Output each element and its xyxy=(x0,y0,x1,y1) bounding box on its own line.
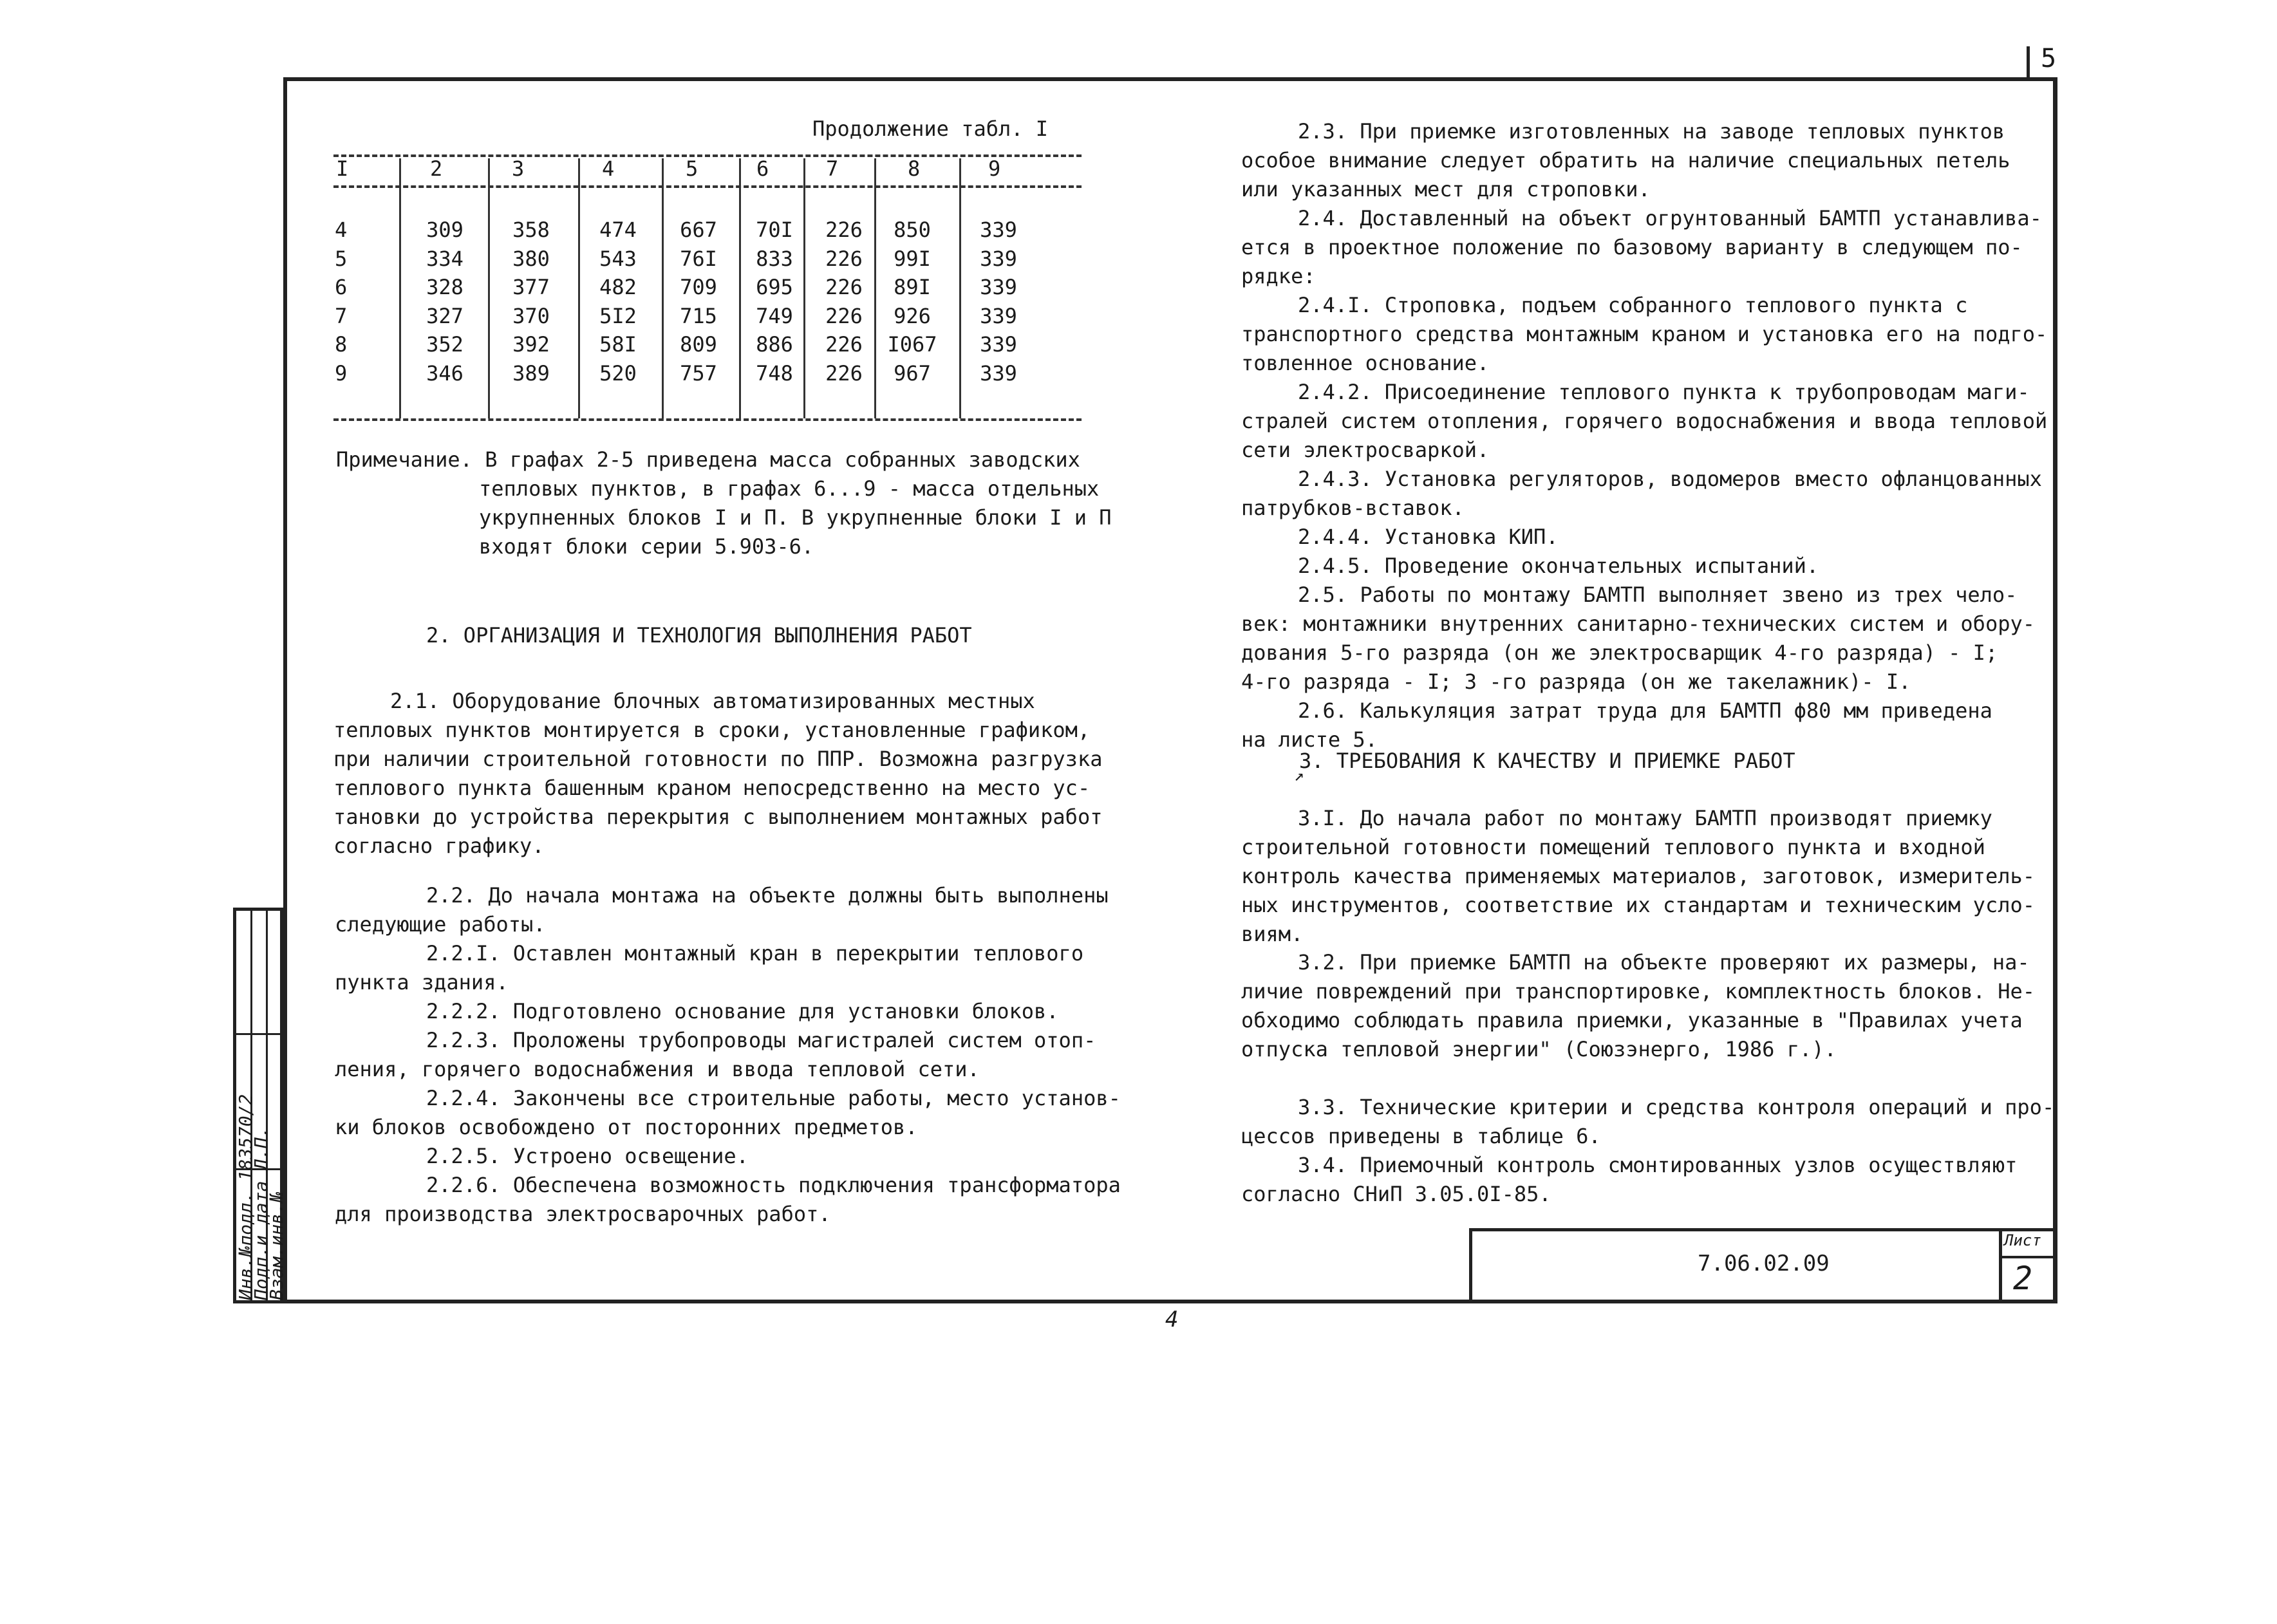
table-cell: 543 xyxy=(599,246,637,271)
text-line: 2.2.2. Подготовлено основание для установки блоков. xyxy=(426,999,1059,1023)
table-cell: 226 xyxy=(825,332,863,357)
text-line: 2.2.I. Оставлен монтажный кран в перекрытии теплового xyxy=(426,941,1084,966)
title-block xyxy=(1469,1228,2054,1303)
table-cell: 850 xyxy=(894,218,931,242)
text-line: ных инструментов, соответствие их стандартам и техническим усло- xyxy=(1241,893,2035,917)
table-cell: 9 xyxy=(335,360,348,386)
table-cell: 309 xyxy=(426,218,464,242)
text-line: теплового пункта башенным краном непосредственно на место ус- xyxy=(333,776,1091,800)
table-cell: 749 xyxy=(756,303,793,328)
text-line: укрупненных блоков I и П. В укрупненные блоки I и П xyxy=(479,505,1112,530)
text-line: дования 5-го разряда (он же электросварщик 4-го разряда) - I; xyxy=(1241,640,1998,665)
table-cell: 339 xyxy=(980,332,1017,357)
table-cell: 377 xyxy=(512,275,550,299)
text-line: тепловых пунктов, в графах 6...9 - масса отдельных xyxy=(479,476,1100,501)
table-cell: 709 xyxy=(680,275,717,299)
table-header-cell: 6 xyxy=(756,156,769,181)
text-line: 2.4.4. Установка КИП. xyxy=(1298,525,1559,549)
text-line: контроль качества применяемых материалов, заготовок, измеритель- xyxy=(1241,864,2035,888)
table-cell: 520 xyxy=(599,360,637,386)
text-line: согласно графику. xyxy=(333,834,545,858)
table-cell: 58I xyxy=(599,332,637,357)
table-cell: 339 xyxy=(980,246,1017,271)
table-cell: 926 xyxy=(894,303,931,328)
text-line: для производства электросварочных работ. xyxy=(335,1202,831,1226)
table-cell: 5 xyxy=(335,246,348,271)
table-cell: 695 xyxy=(756,275,793,299)
text-line: 3.I. До начала работ по монтажу БАМТП производят приемку xyxy=(1298,806,1992,830)
text-line: патрубков-вставок. xyxy=(1241,496,1465,520)
text-line: сети электросваркой. xyxy=(1241,438,1490,462)
table-cell: 474 xyxy=(599,218,637,242)
table-header-cell: 7 xyxy=(826,156,839,181)
text-line: следующие работы. xyxy=(335,912,546,937)
table-cell: 370 xyxy=(512,303,550,328)
table-cell: 339 xyxy=(980,218,1017,242)
text-line: обходимо соблюдать правила приемки, указанные в "Правилах учета xyxy=(1241,1008,2023,1032)
text-line: 2.2. До начала монтажа на объекте должны быть выполнены xyxy=(426,883,1109,908)
table-column-line xyxy=(488,158,490,418)
text-line: рядке: xyxy=(1241,264,1316,288)
text-line: тепловых пунктов монтируется в сроки, установленные графиком, xyxy=(333,718,1091,742)
table-cell: 89I xyxy=(894,275,931,299)
text-line: ется в проектное положение по базовому варианту в следующем по- xyxy=(1241,235,2023,259)
text-line: товленное основание. xyxy=(1241,351,1490,375)
page-number: 4 xyxy=(1165,1307,1179,1332)
table-rule-header xyxy=(333,185,1082,188)
table-cell: 757 xyxy=(680,360,717,386)
table-rule-bottom xyxy=(333,418,1082,421)
table-header-cell: 2 xyxy=(430,156,443,181)
table-cell: 748 xyxy=(756,360,793,386)
table-cell: 8 xyxy=(335,332,348,357)
table-cell: 226 xyxy=(825,275,863,299)
text-line: 2.2.3. Проложены трубопроводы магистралей систем отоп- xyxy=(426,1028,1096,1052)
table-cell: 327 xyxy=(426,303,464,328)
section-2-title: 2. ОРГАНИЗАЦИЯ И ТЕХНОЛОГИЯ ВЫПОЛНЕНИЯ РАБОТ xyxy=(426,623,972,648)
table-column-line xyxy=(959,158,961,418)
text-line: ки блоков освобождено от посторонних предметов. xyxy=(335,1115,918,1139)
table-cell: 334 xyxy=(426,246,464,271)
table-cell: 339 xyxy=(980,360,1017,386)
text-line: 2.2.5. Устроено освещение. xyxy=(426,1144,749,1168)
table-caption: Продолжение табл. I xyxy=(812,117,1049,141)
text-line: 3.2. При приемке БАМТП на объекте проверяют их размеры, на- xyxy=(1298,950,2030,975)
text-line: входят блоки серии 5.903-6. xyxy=(479,534,814,559)
text-line: 2.3. При приемке изготовленных на заводе тепловых пунктов xyxy=(1298,119,2005,144)
text-line: 3.3. Технические критерии и средства контроля операций и про- xyxy=(1298,1095,2055,1119)
table-cell: 226 xyxy=(825,246,863,271)
text-line: транспортного средства монтажным краном и установка его на подго- xyxy=(1241,322,2048,346)
table-cell: 358 xyxy=(512,218,550,242)
text-line: 2.2.4. Закончены все строительные работы, место установ- xyxy=(426,1086,1121,1110)
table-cell: 482 xyxy=(599,275,637,299)
pen-mark: ↗ xyxy=(1294,766,1304,785)
table-column-line xyxy=(578,158,580,418)
corner-mark xyxy=(2027,46,2030,80)
table-cell: 5I2 xyxy=(599,303,637,328)
table-cell: 380 xyxy=(512,246,550,271)
text-line: тановки до устройства перекрытия с выполнением монтажных работ xyxy=(333,805,1103,829)
table-cell: I067 xyxy=(887,332,937,357)
table-cell: 226 xyxy=(825,303,863,328)
table-rule-top xyxy=(333,154,1082,157)
text-line: на листе 5. xyxy=(1241,727,1378,752)
table-cell: 328 xyxy=(426,275,464,299)
text-line: особое внимание следует обратить на наличие специальных петель xyxy=(1241,148,2010,173)
table-column-line xyxy=(399,158,401,418)
table-cell: 7 xyxy=(335,303,348,328)
text-line: цессов приведены в таблице 6. xyxy=(1241,1124,1601,1148)
table-header-cell: 8 xyxy=(908,156,921,181)
text-line: или указанных мест для строповки. xyxy=(1241,177,1651,201)
table-cell: 389 xyxy=(512,360,550,386)
side-stamp xyxy=(233,908,287,1303)
text-line: Примечание. В графах 2-5 приведена масса собранных заводских xyxy=(336,447,1080,472)
table-header-cell: 3 xyxy=(512,156,525,181)
section-3-title: 3. ТРЕБОВАНИЯ К КАЧЕСТВУ И ПРИЕМКЕ РАБОТ xyxy=(1299,749,1795,773)
text-line: ления, горячего водоснабжения и ввода тепловой сети. xyxy=(335,1057,980,1081)
text-line: 2.2.6. Обеспечена возможность подключения трансформатора xyxy=(426,1173,1121,1197)
table-cell: 339 xyxy=(980,275,1017,299)
text-line: виям. xyxy=(1241,922,1304,946)
table-cell: 886 xyxy=(756,332,793,357)
table-cell: 809 xyxy=(680,332,717,357)
table-cell: 833 xyxy=(756,246,793,271)
table-cell: 99I xyxy=(894,246,931,271)
table-cell: 70I xyxy=(756,218,793,242)
table-cell: 715 xyxy=(680,303,717,328)
table-header-cell: 5 xyxy=(686,156,698,181)
table-cell: 667 xyxy=(680,218,717,242)
text-line: 2.4.3. Установка регуляторов, водомеров вместо офланцованных xyxy=(1298,467,2042,491)
text-line: личие повреждений при транспортировке, комплектность блоков. Не- xyxy=(1241,979,2035,1003)
text-line: 4-го разряда - I; 3 -го разряда (он же такелажник)- I. xyxy=(1241,669,1911,694)
table-cell: 6 xyxy=(335,275,348,299)
text-line: 2.6. Калькуляция затрат труда для БАМТП ϕ80 мм приведена xyxy=(1298,698,1992,723)
text-line: 2.4.I. Строповка, подъем собранного теплового пункта с xyxy=(1298,293,1968,317)
corner-number: 5 xyxy=(2041,44,2057,73)
text-line: отпуска тепловой энергии" (Союзэнерго, 1986 г.). xyxy=(1241,1037,1837,1061)
table-cell: 76I xyxy=(680,246,717,271)
text-line: строительной готовности помещений теплового пункта и входной xyxy=(1241,835,1985,859)
text-line: век: монтажники внутренних санитарно-технических систем и обору- xyxy=(1241,611,2035,636)
table-cell: 967 xyxy=(894,360,931,386)
table-header-cell: 4 xyxy=(602,156,615,181)
text-line: согласно СНиП 3.05.0I-85. xyxy=(1241,1182,1551,1206)
document-code: 7.06.02.09 xyxy=(1698,1251,1830,1276)
text-line: 2.4. Доставленный на объект огрунтованный БАМТП устанавлива- xyxy=(1298,206,2042,230)
stamp-signature: Подп.и дата Л.П. xyxy=(250,1126,272,1300)
stamp-inventory: Инв.№подл. 183570/2 xyxy=(235,1094,256,1300)
table-cell: 392 xyxy=(512,332,550,357)
table-cell: 4 xyxy=(335,218,348,242)
text-line: 3.4. Приемочный контроль смонтированных узлов осуществляют xyxy=(1298,1153,2018,1177)
table-cell: 226 xyxy=(825,218,863,242)
text-line: пункта здания. xyxy=(335,970,509,994)
stamp-replacement: Взам.инв.№ xyxy=(266,1191,287,1300)
table-cell: 226 xyxy=(825,360,863,386)
text-line: стралей систем отопления, горячего водоснабжения и ввода тепловой xyxy=(1241,409,2048,433)
text-line: 2.4.5. Проведение окончательных испытаний. xyxy=(1298,554,1819,578)
table-cell: 352 xyxy=(426,332,464,357)
text-line: при наличии строительной готовности по ППР. Возможна разгрузка xyxy=(333,747,1103,771)
sheet-number: 2 xyxy=(2013,1260,2033,1297)
table-header-cell: I xyxy=(336,156,349,181)
sheet-label: Лист xyxy=(2004,1231,2041,1249)
table-cell: 339 xyxy=(980,303,1017,328)
text-line: 2.4.2. Присоединение теплового пункта к трубопроводам маги- xyxy=(1298,380,2030,404)
table-cell: 346 xyxy=(426,360,464,386)
text-line: 2.1. Оборудование блочных автоматизированных местных xyxy=(390,689,1035,713)
text-line: 2.5. Работы по монтажу БАМТП выполняет звено из трех чело- xyxy=(1298,583,2018,607)
table-header-cell: 9 xyxy=(988,156,1001,181)
